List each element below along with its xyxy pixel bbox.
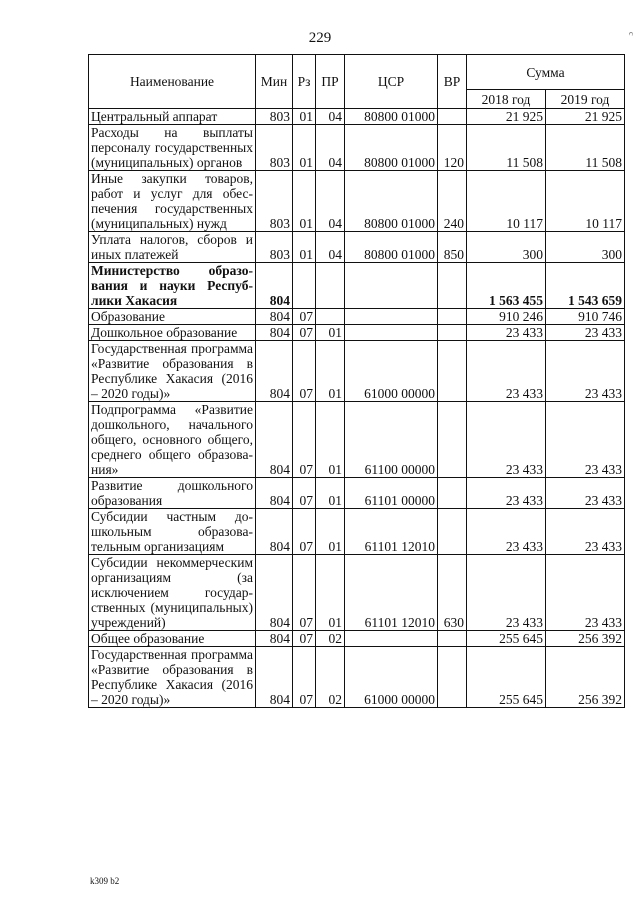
row-name: Уплата налогов, сборов и иных платежей [89,232,256,263]
row-sum-2018: 23 433 [467,341,546,402]
row-pr: 04 [316,171,345,232]
row-csr: 61101 00000 [345,478,438,509]
row-sum-2018: 11 508 [467,125,546,171]
row-csr: 61101 12010 [345,555,438,631]
header-year-2018: 2018 год [467,90,546,109]
header-vr: ВР [438,55,467,109]
row-min: 804 [256,402,293,478]
row-csr [345,263,438,309]
row-sum-2019: 23 433 [546,555,625,631]
row-vr [438,109,467,125]
row-sum-2018: 23 433 [467,402,546,478]
row-csr: 80800 01000 [345,109,438,125]
row-pr: 02 [316,647,345,708]
row-name: Развитие дошкольного образования [89,478,256,509]
header-year-2019: 2019 год [546,90,625,109]
table-row [89,109,625,125]
row-csr [345,325,438,341]
row-rz: 07 [293,509,316,555]
row-name: Расходы на выплаты персоналу государственных (муниципальных) органов [89,125,256,171]
row-rz: 07 [293,325,316,341]
row-sum-2019: 11 508 [546,125,625,171]
row-min: 803 [256,125,293,171]
row-csr: 61100 00000 [345,402,438,478]
row-rz: 07 [293,341,316,402]
row-sum-2018: 23 433 [467,325,546,341]
row-sum-2019: 10 117 [546,171,625,232]
row-rz: 07 [293,478,316,509]
row-min: 804 [256,325,293,341]
table-row [89,263,625,309]
table-row [89,325,625,341]
header-csr: ЦСР [345,55,438,109]
row-name: Субсидии частным дошкольным образовательным организациям [89,509,256,555]
row-min: 804 [256,309,293,325]
row-rz: 01 [293,232,316,263]
row-name: Образование [89,309,256,325]
row-name: Общее образование [89,631,256,647]
row-rz: 07 [293,555,316,631]
footer-code: k309 b2 [90,876,120,886]
row-name: Подпрограмма «Развитие дошкольного, начального общего, основного общего, среднего общего образования» [89,402,256,478]
row-vr [438,325,467,341]
row-pr: 01 [316,325,345,341]
header-min: Мин [256,55,293,109]
row-vr [438,631,467,647]
row-pr: 04 [316,232,345,263]
row-rz: 07 [293,402,316,478]
row-min: 804 [256,631,293,647]
row-pr: 01 [316,509,345,555]
row-pr: 02 [316,631,345,647]
row-vr [438,647,467,708]
row-rz: 07 [293,309,316,325]
row-sum-2018: 10 117 [467,171,546,232]
row-pr: 01 [316,341,345,402]
table-row [89,631,625,647]
table-row [89,478,625,509]
budget-table [88,54,625,708]
row-name: Государственная программа «Развитие образования в Республике Хакасия (2016 – 2020 годы)» [89,341,256,402]
table-row [89,125,625,171]
row-csr: 80800 01000 [345,171,438,232]
row-sum-2018: 23 433 [467,509,546,555]
row-min: 804 [256,509,293,555]
row-pr [316,263,345,309]
row-csr: 80800 01000 [345,232,438,263]
row-min: 804 [256,555,293,631]
row-vr: 240 [438,171,467,232]
row-min: 803 [256,109,293,125]
row-pr: 01 [316,478,345,509]
header-rz: Рз [293,55,316,109]
row-csr: 61000 00000 [345,647,438,708]
row-pr: 01 [316,402,345,478]
row-csr [345,309,438,325]
row-sum-2018: 255 645 [467,647,546,708]
row-rz [293,263,316,309]
row-name: Субсидии некоммерческим организациям (за исключением государственных (муниципальных) учреждений) [89,555,256,631]
row-vr [438,478,467,509]
row-vr [438,263,467,309]
row-csr [345,631,438,647]
row-pr: 04 [316,125,345,171]
table-row [89,309,625,325]
table-row [89,555,625,631]
row-sum-2018: 1 563 455 [467,263,546,309]
row-sum-2019: 23 433 [546,325,625,341]
row-sum-2019: 23 433 [546,478,625,509]
row-rz: 01 [293,171,316,232]
table-row [89,402,625,478]
row-vr: 630 [438,555,467,631]
row-sum-2019: 256 392 [546,631,625,647]
row-min: 804 [256,341,293,402]
row-pr: 01 [316,555,345,631]
row-csr: 61000 00000 [345,341,438,402]
row-sum-2018: 21 925 [467,109,546,125]
row-pr: 04 [316,109,345,125]
row-rz: 01 [293,125,316,171]
row-rz: 07 [293,631,316,647]
row-csr: 80800 01000 [345,125,438,171]
row-rz: 07 [293,647,316,708]
row-sum-2018: 23 433 [467,555,546,631]
row-min: 803 [256,232,293,263]
row-sum-2019: 21 925 [546,109,625,125]
row-sum-2019: 1 543 659 [546,263,625,309]
row-min: 804 [256,478,293,509]
row-sum-2019: 23 433 [546,402,625,478]
row-name: Государственная программа «Развитие образования в Республике Хакасия (2016 – 2020 годы)» [89,647,256,708]
row-name: Дошкольное образование [89,325,256,341]
table-row [89,509,625,555]
table-row [89,341,625,402]
row-name: Иные закупки товаров, работ и услуг для обеспечения государственных (муниципальных) нужд [89,171,256,232]
header-sum: Сумма [467,55,625,90]
row-csr: 61101 12010 [345,509,438,555]
header-pr: ПР [316,55,345,109]
row-sum-2018: 910 246 [467,309,546,325]
row-rz: 01 [293,109,316,125]
table-row [89,232,625,263]
row-min: 804 [256,263,293,309]
row-min: 803 [256,171,293,232]
row-sum-2019: 910 746 [546,309,625,325]
row-min: 804 [256,647,293,708]
row-sum-2019: 300 [546,232,625,263]
header-name: Наименование [89,55,256,109]
row-vr [438,309,467,325]
row-vr [438,341,467,402]
row-name: Министерство образования и науки Республики Хакасия [89,263,256,309]
row-sum-2019: 256 392 [546,647,625,708]
row-name: Центральный аппарат [89,109,256,125]
row-vr [438,509,467,555]
row-sum-2019: 23 433 [546,341,625,402]
row-sum-2018: 300 [467,232,546,263]
row-vr: 120 [438,125,467,171]
table-row [89,171,625,232]
row-sum-2018: 23 433 [467,478,546,509]
page-number: 229 [308,30,332,46]
margin-mark: с [627,32,636,36]
table-row [89,647,625,708]
row-sum-2018: 255 645 [467,631,546,647]
row-pr [316,309,345,325]
row-vr: 850 [438,232,467,263]
row-vr [438,402,467,478]
row-sum-2019: 23 433 [546,509,625,555]
